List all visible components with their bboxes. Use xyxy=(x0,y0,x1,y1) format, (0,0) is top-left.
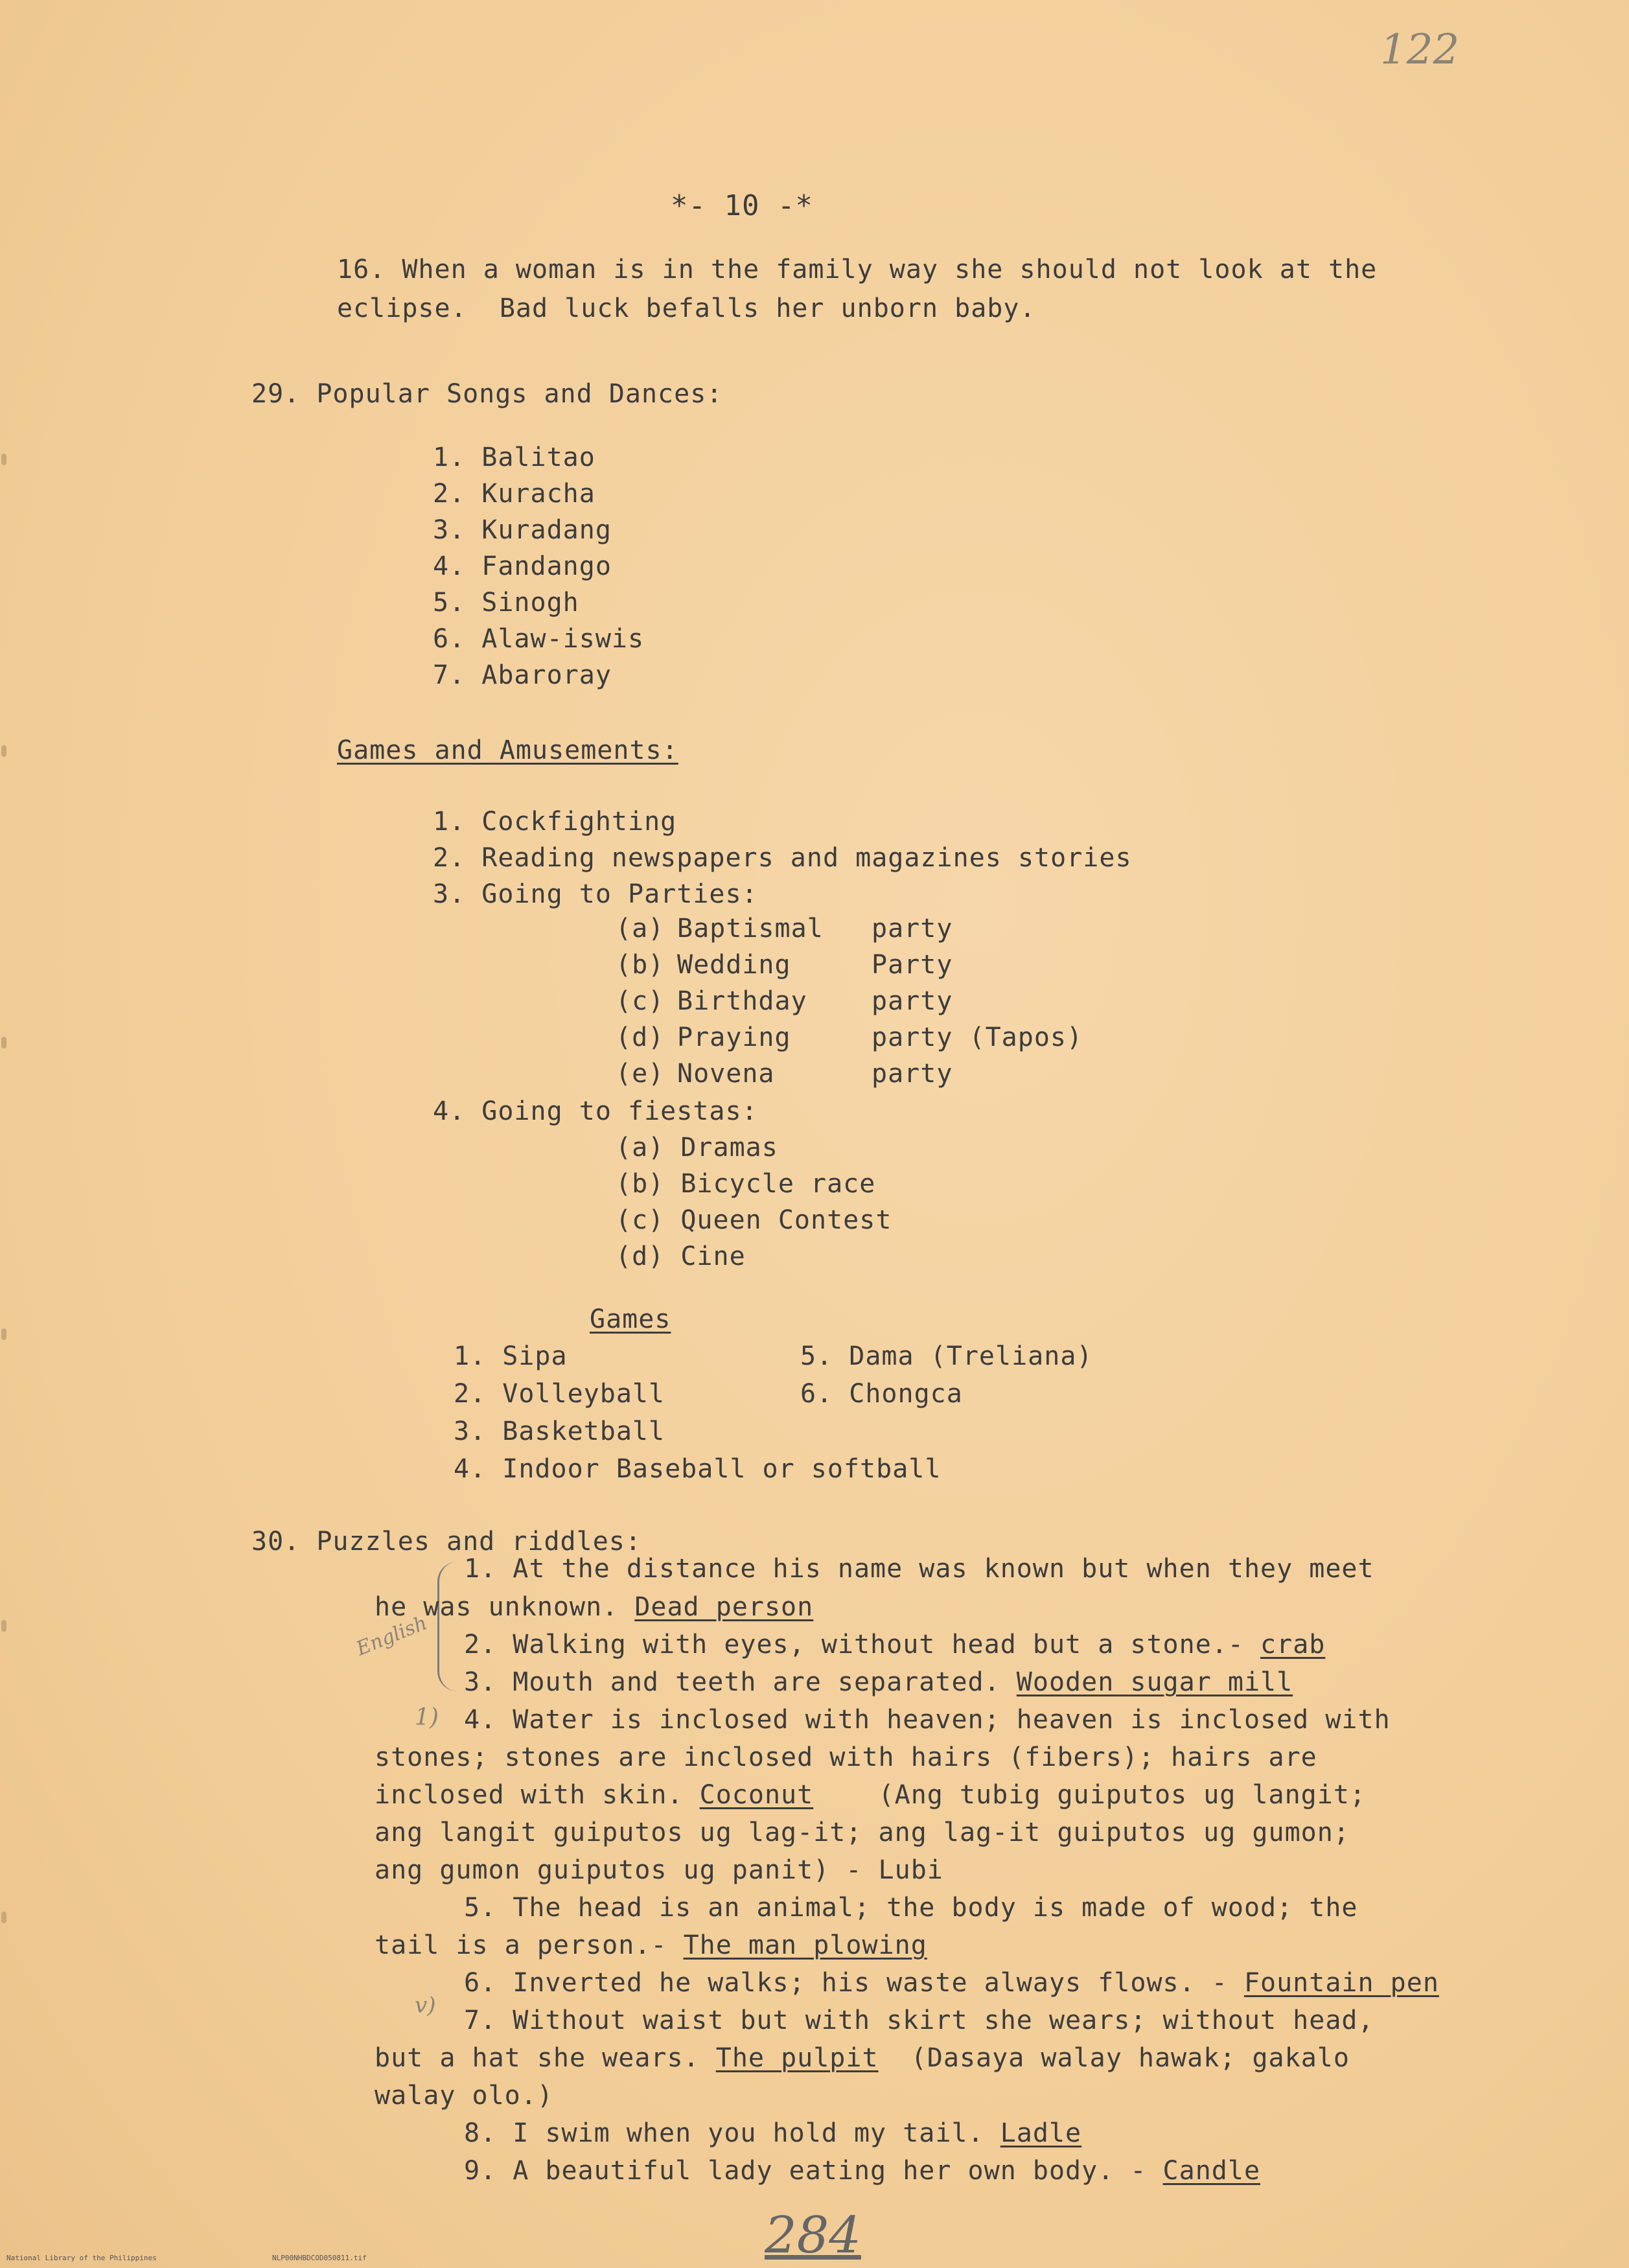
game-item: 3. Basketball xyxy=(454,1417,665,1446)
song-item: 2. Kuracha xyxy=(433,479,595,509)
margin-bracket xyxy=(437,1562,457,1691)
song-item: 4. Fandango xyxy=(433,551,612,581)
game-item: 2. Volleyball xyxy=(454,1379,665,1409)
riddle-translation: (Dasaya walay hawak; gakalo xyxy=(878,2043,1350,2073)
riddle-text: ang gumon guiputos ug panit) - xyxy=(375,1855,879,1885)
riddle-line xyxy=(375,1592,813,1622)
party-name: Birthday xyxy=(677,986,807,1016)
fiesta-item: (d) Cine xyxy=(616,1242,746,1271)
riddle-text: 6. Inverted he walks; his waste always flows. - xyxy=(464,1968,1244,1998)
riddle-text: 2. Walking with eyes, without head but a stone.- xyxy=(464,1630,1261,1660)
party-type: party xyxy=(872,914,953,943)
riddle-answer: Wooden sugar mill xyxy=(1016,1667,1293,1697)
riddle-text: tail is a person.- xyxy=(375,1930,684,1960)
riddle-line xyxy=(375,1780,1366,1810)
riddle-text: but a hat she wears. xyxy=(375,2043,716,2073)
riddle-answer: Candle xyxy=(1162,2156,1261,2186)
riddle-line xyxy=(464,2156,1260,2186)
riddle-answer: Fountain pen xyxy=(1243,1968,1439,1998)
party-name: Novena xyxy=(677,1059,775,1089)
riddle-line xyxy=(464,1630,1325,1660)
party-name: Baptismal xyxy=(677,914,824,943)
fiesta-item: (c) Queen Contest xyxy=(616,1205,892,1235)
item16-line1: 16. When a woman is in the family way she should not look at the xyxy=(337,255,1378,284)
riddle-translation: (Ang tubig guiputos ug langit; xyxy=(813,1780,1367,1810)
song-item: 7. Abaroray xyxy=(433,660,612,690)
party-letter: (c) xyxy=(616,986,665,1016)
song-item: 5. Sinogh xyxy=(433,588,579,618)
party-letter: (a) xyxy=(616,914,665,943)
amusement-item: 4. Going to fiestas: xyxy=(433,1096,758,1126)
song-item: 6. Alaw-iswis xyxy=(433,624,645,654)
stamp-number: 284 xyxy=(765,2206,861,2265)
song-item: 1. Balitao xyxy=(433,443,595,472)
party-letter: (b) xyxy=(616,950,665,980)
riddle-line: 5. The head is an animal; the body is made of wood; the xyxy=(464,1893,1358,1923)
riddle-answer: Lubi xyxy=(878,1855,943,1885)
games-heading: Games xyxy=(590,1304,671,1334)
page-number: *- 10 -* xyxy=(671,189,813,222)
fiesta-item: (b) Bicycle race xyxy=(616,1169,876,1199)
riddle-line: ang langit guiputos ug lag-it; ang lag-it guiputos ug gumon; xyxy=(375,1818,1350,1847)
riddle-line xyxy=(375,2043,1350,2073)
archive-number: 122 xyxy=(1380,26,1460,74)
riddle-line: walay olo.) xyxy=(375,2081,553,2111)
section30-heading: 30. Puzzles and riddles: xyxy=(251,1527,641,1556)
party-name: Praying xyxy=(677,1023,791,1052)
game-item: 1. Sipa xyxy=(454,1341,568,1371)
riddle-text: 8. I swim when you hold my tail. xyxy=(464,2118,1000,2148)
riddle-line: 4. Water is inclosed with heaven; heaven is inclosed with xyxy=(464,1705,1391,1735)
section29-heading: 29. Popular Songs and Dances: xyxy=(251,379,723,409)
margin-note: English xyxy=(353,1612,431,1661)
item16-line2: eclipse. Bad luck befalls her unborn baby. xyxy=(337,294,1036,323)
riddle-line xyxy=(375,1855,943,1885)
riddle-text: 3. Mouth and teeth are separated. xyxy=(464,1667,1017,1697)
footer-right: NLP00NHBDCOD050811.tif xyxy=(272,2254,367,2262)
riddle-answer: Coconut xyxy=(699,1780,814,1810)
riddle-text: inclosed with skin. xyxy=(375,1780,700,1810)
party-letter: (d) xyxy=(616,1023,665,1052)
riddle-answer: The pulpit xyxy=(715,2043,879,2073)
game-item: 6. Chongca xyxy=(800,1379,963,1409)
riddle-line xyxy=(464,1968,1439,1998)
party-type: party (Tapos) xyxy=(872,1023,1083,1052)
amusement-item: 2. Reading newspapers and magazines stories xyxy=(433,843,1132,873)
riddle-answer: crab xyxy=(1260,1630,1326,1660)
margin-mark-7: v) xyxy=(415,1993,436,2019)
riddle-line xyxy=(464,1667,1293,1697)
fiesta-item: (a) Dramas xyxy=(616,1133,778,1163)
amusement-item: 3. Going to Parties: xyxy=(433,879,758,909)
margin-mark-4: 1) xyxy=(415,1704,439,1731)
amusement-item: 1. Cockfighting xyxy=(433,807,677,837)
riddle-answer: Ladle xyxy=(1000,2118,1082,2148)
riddle-line: 7. Without waist but with skirt she wears; without head, xyxy=(464,2006,1374,2035)
riddle-answer: Dead person xyxy=(634,1592,814,1622)
party-type: party xyxy=(872,1059,953,1089)
games-amusements-heading: Games and Amusements: xyxy=(337,735,678,765)
riddle-text: he was unknown. xyxy=(375,1592,635,1622)
riddle-line: 1. At the distance his name was known but when they meet xyxy=(464,1554,1374,1584)
riddle-text: 9. A beautiful lady eating her own body. - xyxy=(464,2156,1163,2186)
song-item: 3. Kuradang xyxy=(433,515,612,545)
game-item: 5. Dama (Treliana) xyxy=(800,1341,1093,1371)
party-type: party xyxy=(872,986,953,1016)
party-letter: (e) xyxy=(616,1059,665,1089)
party-name: Wedding xyxy=(677,950,791,980)
game-item: 4. Indoor Baseball or softball xyxy=(454,1454,942,1484)
riddle-line xyxy=(464,2118,1081,2148)
footer-left: National Library of the Philippines xyxy=(6,2254,157,2262)
party-type: Party xyxy=(872,950,953,980)
riddle-line: stones; stones are inclosed with hairs (fibers); hairs are xyxy=(375,1742,1317,1772)
riddle-line xyxy=(375,1930,927,1960)
riddle-answer: The man plowing xyxy=(683,1930,927,1960)
